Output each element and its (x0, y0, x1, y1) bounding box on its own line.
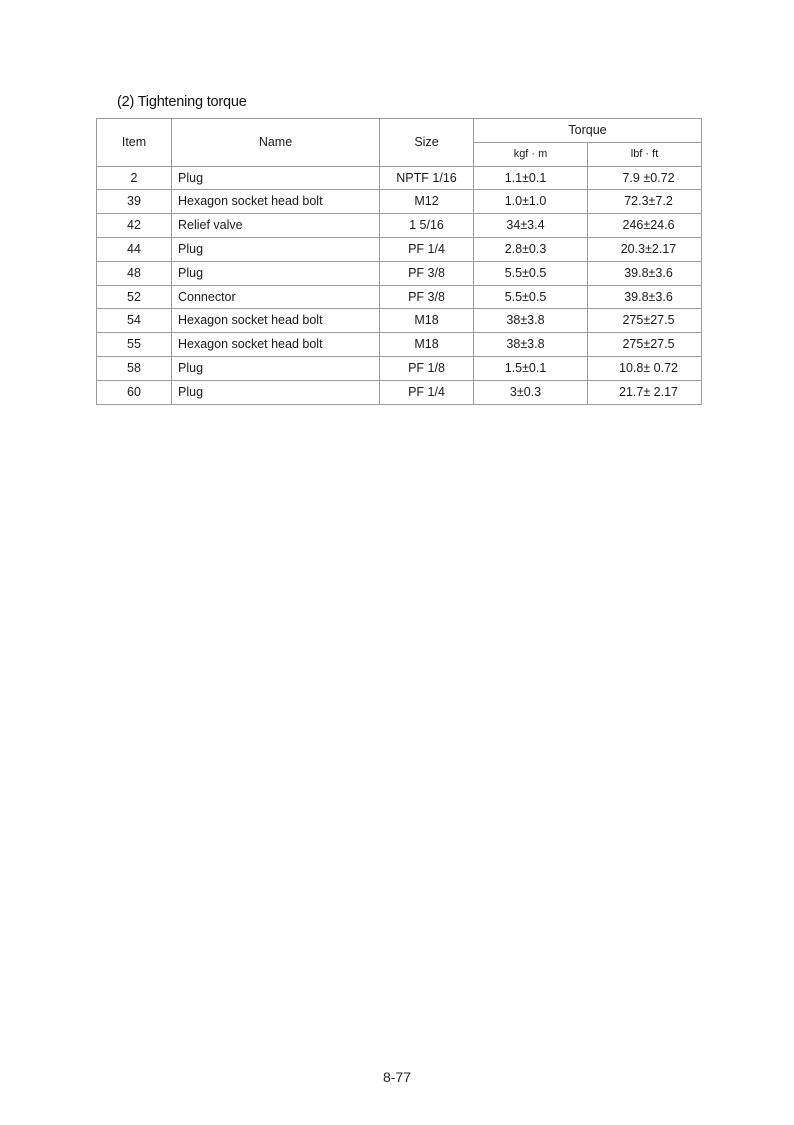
cell-size: 1 5/16 (380, 214, 474, 238)
cell-torque-kgf: 2.8±0.3 (474, 237, 588, 261)
cell-torque-lbf: 21.7± 2.17 (588, 380, 702, 404)
cell-item: 58 (97, 356, 172, 380)
cell-torque-kgf: 1.0±1.0 (474, 190, 588, 214)
cell-torque-kgf: 38±3.8 (474, 309, 588, 333)
cell-item: 60 (97, 380, 172, 404)
table-row (97, 380, 702, 404)
cell-torque-lbf: 72.3±7.2 (588, 190, 702, 214)
header-torque: Torque (474, 119, 702, 143)
cell-size: PF 1/4 (380, 237, 474, 261)
table-body (97, 166, 702, 404)
header-item: Item (97, 119, 172, 167)
cell-item: 44 (97, 237, 172, 261)
cell-name: Plug (172, 380, 380, 404)
cell-size: M12 (380, 190, 474, 214)
cell-torque-lbf: 275±27.5 (588, 309, 702, 333)
cell-item: 39 (97, 190, 172, 214)
cell-size: PF 3/8 (380, 261, 474, 285)
cell-size: PF 1/8 (380, 356, 474, 380)
page-number: 8-77 (382, 1069, 412, 1085)
table-row (97, 333, 702, 357)
header-kgf-m: kgf · m (474, 142, 588, 166)
cell-torque-lbf: 39.8±3.6 (588, 285, 702, 309)
cell-torque-kgf: 1.1±0.1 (474, 166, 588, 190)
section-title: (2) Tightening torque (117, 94, 247, 110)
cell-name: Plug (172, 166, 380, 190)
cell-name: Hexagon socket head bolt (172, 333, 380, 357)
cell-torque-kgf: 5.5±0.5 (474, 261, 588, 285)
table-row (97, 356, 702, 380)
cell-torque-lbf: 7.9 ±0.72 (588, 166, 702, 190)
cell-size: M18 (380, 309, 474, 333)
cell-size: PF 1/4 (380, 380, 474, 404)
cell-torque-kgf: 1.5±0.1 (474, 356, 588, 380)
cell-item: 2 (97, 166, 172, 190)
cell-item: 48 (97, 261, 172, 285)
table-row (97, 285, 702, 309)
table-row (97, 261, 702, 285)
tightening-torque-table (96, 118, 702, 405)
cell-torque-lbf: 39.8±3.6 (588, 261, 702, 285)
cell-name: Hexagon socket head bolt (172, 309, 380, 333)
cell-torque-kgf: 34±3.4 (474, 214, 588, 238)
cell-torque-kgf: 5.5±0.5 (474, 285, 588, 309)
cell-size: PF 3/8 (380, 285, 474, 309)
cell-torque-lbf: 20.3±2.17 (588, 237, 702, 261)
header-size: Size (380, 119, 474, 167)
cell-name: Plug (172, 356, 380, 380)
cell-size: M18 (380, 333, 474, 357)
cell-item: 52 (97, 285, 172, 309)
table-row (97, 190, 702, 214)
cell-name: Plug (172, 237, 380, 261)
cell-name: Connector (172, 285, 380, 309)
table-row (97, 309, 702, 333)
table-row (97, 214, 702, 238)
cell-torque-lbf: 10.8± 0.72 (588, 356, 702, 380)
cell-torque-kgf: 3±0.3 (474, 380, 588, 404)
cell-name: Plug (172, 261, 380, 285)
cell-item: 42 (97, 214, 172, 238)
cell-torque-lbf: 275±27.5 (588, 333, 702, 357)
header-name: Name (172, 119, 380, 167)
table-row (97, 166, 702, 190)
table-row (97, 237, 702, 261)
header-lbf-ft: lbf · ft (588, 142, 702, 166)
cell-torque-lbf: 246±24.6 (588, 214, 702, 238)
cell-name: Relief valve (172, 214, 380, 238)
table-header-row (97, 119, 702, 143)
cell-size: NPTF 1/16 (380, 166, 474, 190)
cell-item: 54 (97, 309, 172, 333)
cell-torque-kgf: 38±3.8 (474, 333, 588, 357)
cell-name: Hexagon socket head bolt (172, 190, 380, 214)
cell-item: 55 (97, 333, 172, 357)
